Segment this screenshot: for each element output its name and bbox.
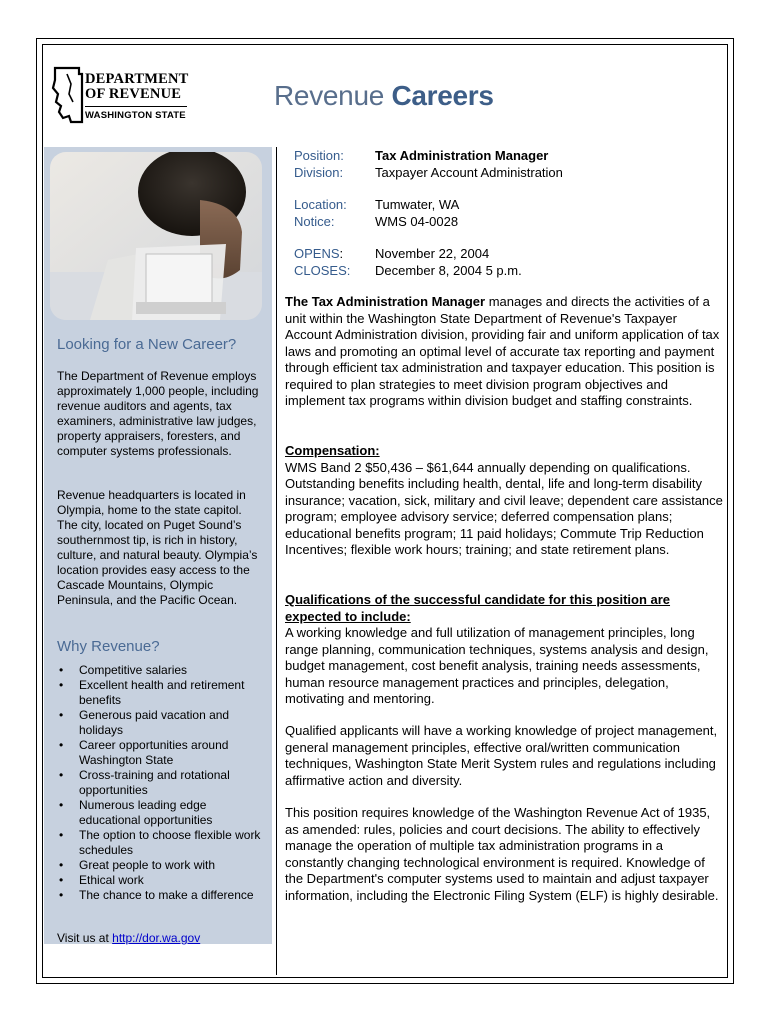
compensation-section bbox=[285, 443, 725, 559]
closes-label: CLOSES: bbox=[294, 262, 351, 278]
requirements-paragraph: This position requires knowledge of the Washington Revenue Act of 1935, as amended: rules, policies and court decisions. The ability to effectively manage the operation of multiple tax administration programs in a constantly changing technological environment is required. Knowledge of the Department's computer systems used to maintain and adjust taxpayer information, including the Electronic Filing System (ELF) is highly desirable. bbox=[285, 805, 719, 903]
list-item: • The chance to make a difference bbox=[57, 888, 263, 903]
division-label: Division: bbox=[294, 164, 344, 180]
visit-line: Visit us at http://dor.wa.gov bbox=[57, 931, 201, 945]
location-value: Tumwater, WA bbox=[375, 197, 460, 212]
list-item: • Cross-training and rotational opportunities bbox=[57, 768, 263, 798]
header-photo bbox=[50, 152, 262, 320]
compensation-heading: Compensation: bbox=[285, 443, 380, 458]
list-item: • Competitive salaries bbox=[57, 663, 263, 678]
division-value: Taxpayer Account Administration bbox=[375, 164, 563, 180]
benefits-list bbox=[57, 663, 263, 903]
list-item: • Great people to work with bbox=[57, 858, 263, 873]
list-item: • Generous paid vacation and holidays bbox=[57, 708, 263, 738]
location-label: Location: bbox=[294, 197, 347, 212]
website-link[interactable]: http://dor.wa.gov bbox=[112, 931, 201, 945]
dor-logo bbox=[49, 64, 194, 128]
sidebar-heading-why: Why Revenue? bbox=[57, 638, 160, 655]
list-item: • Excellent health and retirement benefits bbox=[57, 678, 263, 708]
opens-label: OPENS: bbox=[294, 246, 344, 261]
qualifications-section bbox=[285, 592, 725, 708]
list-item: • Ethical work bbox=[57, 873, 263, 888]
sidebar-intro-text: The Department of Revenue employs approximately 1,000 people, including revenue auditors and agents, tax examiners, administrative law judges, property appraisers, foresters, and computer systems professionals. bbox=[57, 369, 259, 458]
position-value: Tax Administration Manager bbox=[375, 148, 549, 163]
notice-label: Notice: bbox=[294, 213, 335, 229]
list-item: • Career opportunities around Washington State bbox=[57, 738, 263, 768]
job-description: The Tax Administration Manager manages and directs the activities of a unit within the Washington State Department of Revenue's Taxpayer Account Administration division, providing fair and uniform application of tax laws and promoting an optimal level of accurate tax reporting and payment through efficient tax administration and taxpayer education. This position is required to plan strategies to meet division program objectives and implement tax programs within division budget and staffing constraints. bbox=[285, 294, 720, 408]
position-label: Position: bbox=[294, 148, 344, 163]
list-item: • The option to choose flexible work schedules bbox=[57, 828, 263, 858]
column-divider bbox=[276, 147, 277, 975]
logo-subtitle: WASHINGTON STATE bbox=[85, 110, 186, 121]
sidebar-headquarters-text: Revenue headquarters is located in Olympia, home to the state capitol. The city, located on Puget Sound’s southernmost tip, is rich in history, culture, and natural beauty. Olympia’s location provides easy access to the Cascade Mountains, Olympic Peninsula, and the Pacific Ocean. bbox=[57, 488, 258, 607]
opens-value: November 22, 2004 bbox=[375, 246, 490, 261]
closes-value: December 8, 2004 5 p.m. bbox=[375, 262, 522, 278]
washington-state-outline-icon bbox=[49, 64, 87, 126]
qualifications-heading: Qualifications of the successful candidate for this position are expected to include: bbox=[285, 592, 671, 624]
list-item: • Numerous leading edge educational opportunities bbox=[57, 798, 263, 828]
logo-text: DEPARTMENT OF REVENUE bbox=[85, 71, 189, 102]
page-title: Revenue Careers bbox=[274, 80, 494, 111]
qualifications-text: A working knowledge and full utilization of management principles, long range planning, communication techniques, systems analysis and design, budget management, cost benefit analysis, training needs assessments, human resource management practices and principles, delegation, motivating and mentoring. bbox=[285, 625, 709, 706]
logo-rule bbox=[85, 106, 187, 107]
notice-value: WMS 04-0028 bbox=[375, 213, 459, 229]
sidebar-heading-career: Looking for a New Career? bbox=[57, 336, 237, 353]
applicants-paragraph: Qualified applicants will have a working knowledge of project management, general management principles, effective oral/written communication techniques, Washington State Merit System rules and regulations including affirmative action and diversity. bbox=[285, 723, 718, 788]
compensation-text: WMS Band 2 $50,436 – $61,644 annually depending on qualifications. Outstanding benefits including health, dental, life and long-term disability insurance; vacation, sick, military and civil leave; dependent care assistance program; employee advisory service; deferred compensation plans; educational benefits program; 11 paid holidays; Commute Trip Reduction Incentives; flexible work hours; training; and state retirement plans. bbox=[285, 459, 723, 557]
